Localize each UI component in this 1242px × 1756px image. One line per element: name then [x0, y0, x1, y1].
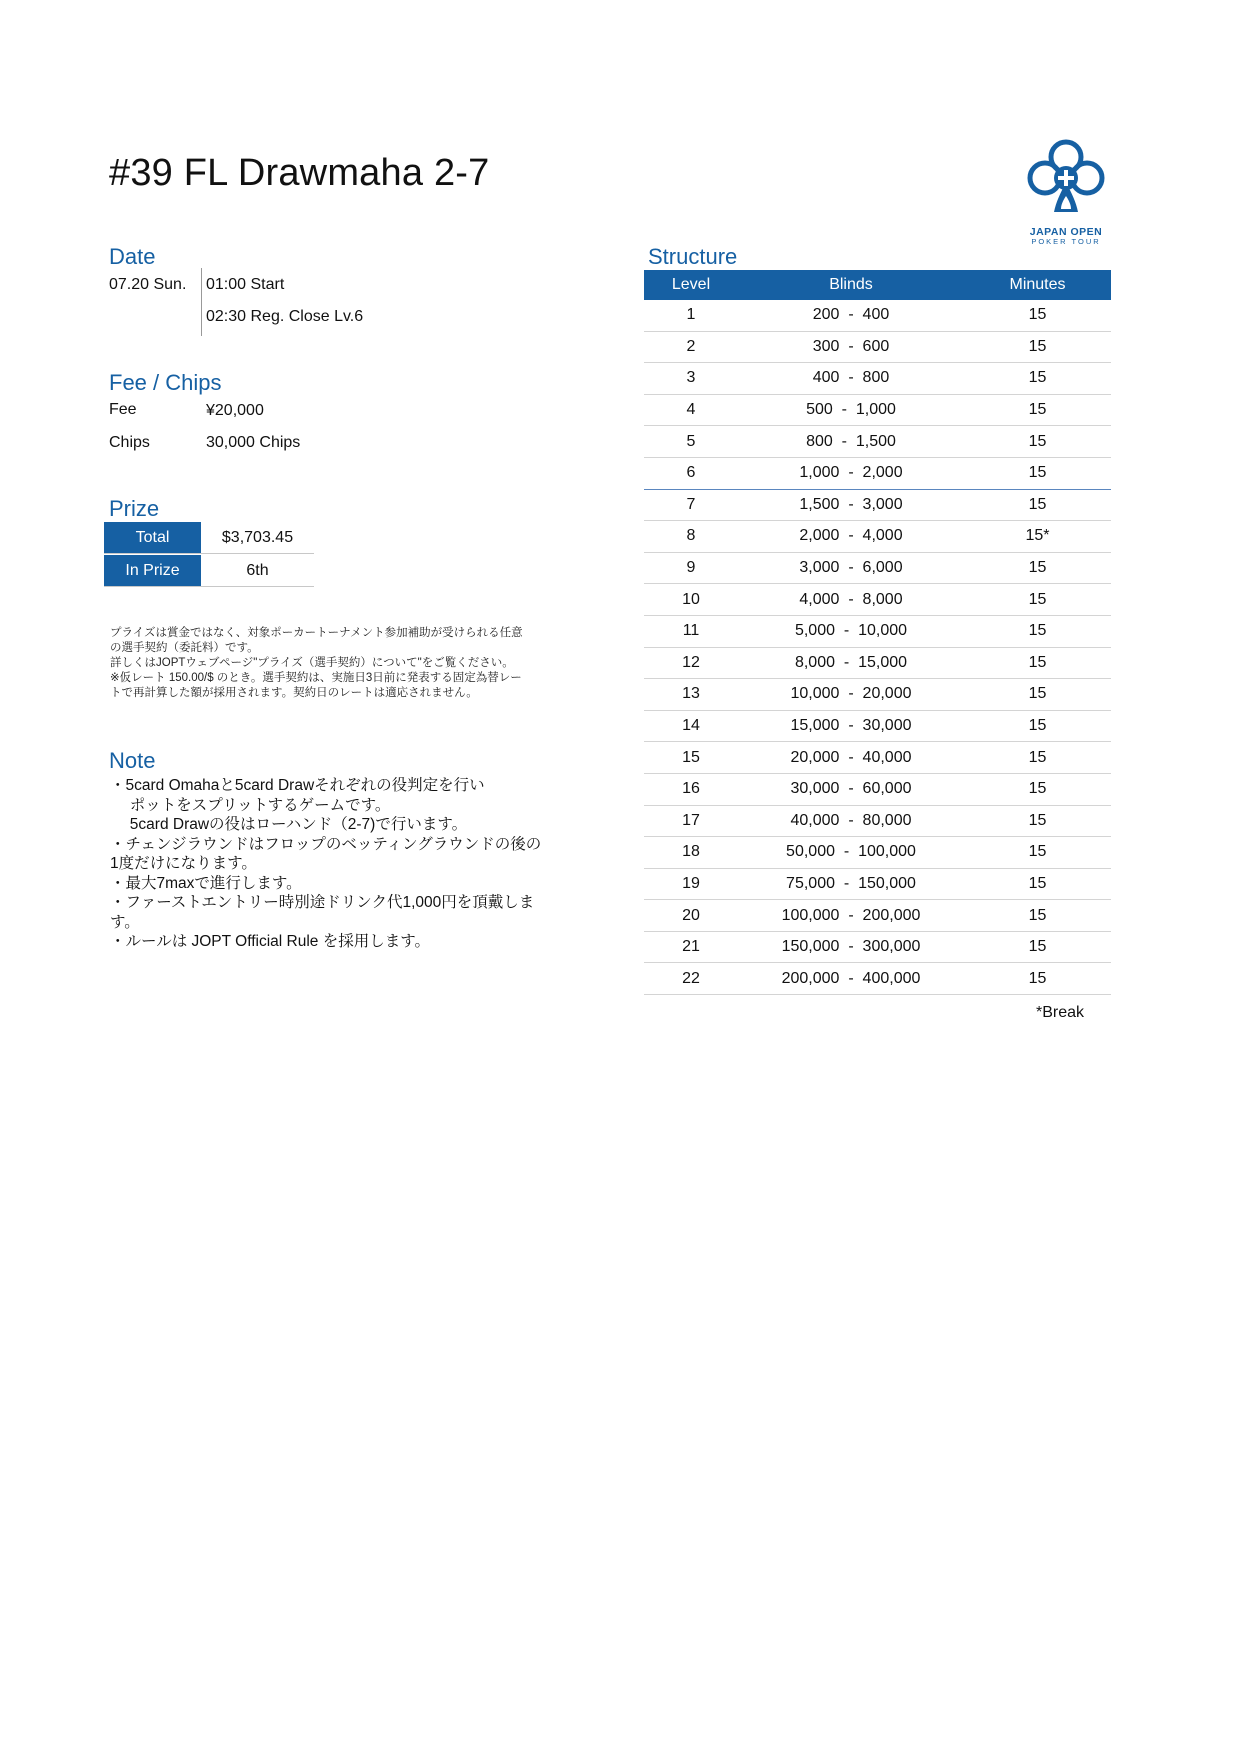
level-cell: 6 [686, 464, 696, 482]
prize-row-total [104, 522, 314, 554]
level-cell: 22 [682, 969, 700, 987]
structure-row [644, 837, 1111, 869]
structure-row [644, 869, 1111, 901]
prize-in-prize-value: 6th [246, 561, 269, 579]
break-note: *Break [1036, 1004, 1085, 1021]
note-line: ・最大7maxで進行します。 [110, 874, 302, 892]
level-cell: 18 [682, 843, 700, 861]
structure-row [644, 742, 1111, 774]
level-cell: 2 [686, 337, 696, 355]
structure-row [644, 648, 1111, 680]
structure-row [644, 679, 1111, 711]
prize-heading: Prize [109, 496, 160, 521]
blinds-cell: 100,000 - 200,000 [781, 906, 921, 924]
level-cell: 4 [686, 401, 696, 419]
start-time: 01:00 Start [206, 276, 285, 293]
col-minutes-header: Minutes [1009, 276, 1066, 293]
note-line: ・チェンジラウンドはフロップのベッティングラウンドの後の [110, 835, 542, 853]
blinds-cell: 400 - 800 [812, 369, 890, 387]
note-line: 1度だけになります。 [110, 855, 257, 872]
level-cell: 19 [682, 874, 700, 892]
structure-row [644, 458, 1111, 490]
minutes-cell: 15 [1028, 780, 1047, 798]
blinds-cell: 150,000 - 300,000 [781, 938, 921, 956]
blinds-cell: 3,000 - 6,000 [799, 559, 903, 577]
blinds-cell: 200 - 400 [812, 306, 890, 324]
blinds-cell: 50,000 - 100,000 [786, 843, 916, 861]
note-heading: Note [109, 748, 156, 773]
minutes-cell: 15 [1028, 559, 1047, 577]
event-day: 07.20 Sun. [109, 276, 187, 293]
minutes-cell: 15 [1028, 590, 1047, 608]
blinds-cell: 800 - 1,500 [806, 432, 896, 450]
level-cell: 21 [682, 938, 700, 956]
prize-table [104, 522, 314, 588]
reg-close: 02:30 Reg. Close Lv.6 [206, 308, 364, 325]
blinds-cell: 75,000 - 150,000 [786, 874, 916, 892]
fee-value: ¥20,000 [206, 402, 264, 419]
note-line: す。 [110, 913, 140, 931]
blinds-cell: 15,000 - 30,000 [790, 717, 912, 735]
level-cell: 10 [682, 590, 700, 608]
structure-row [644, 963, 1111, 995]
level-cell: 14 [682, 717, 700, 735]
minutes-cell: 15 [1028, 906, 1047, 924]
blinds-cell: 20,000 - 40,000 [790, 748, 912, 766]
minutes-cell: 15 [1028, 748, 1047, 766]
structure-row [644, 932, 1111, 964]
blinds-cell: 30,000 - 60,000 [790, 780, 912, 798]
level-cell: 15 [682, 748, 700, 766]
chips-label: Chips [109, 434, 150, 451]
level-cell: 20 [682, 906, 700, 924]
structure-table [644, 270, 1111, 995]
note-body [110, 776, 590, 952]
minutes-cell: 15 [1028, 811, 1047, 829]
blinds-cell: 500 - 1,000 [806, 401, 896, 419]
event-title: #39 FL Drawmaha 2-7 [109, 152, 490, 194]
level-cell: 16 [682, 780, 700, 798]
structure-row [644, 395, 1111, 427]
note-line: ポットをスプリットするゲームです。 [110, 796, 391, 814]
blinds-cell: 4,000 - 8,000 [799, 590, 903, 608]
level-cell: 11 [682, 622, 700, 640]
note-line: ・5card Omahaと5card Drawそれぞれの役判定を行い [110, 777, 485, 794]
structure-row [644, 490, 1111, 522]
col-level-header: Level [671, 276, 711, 293]
club-logo-icon [1024, 138, 1108, 222]
prize-disclaimer [110, 626, 580, 701]
minutes-cell: 15 [1028, 938, 1047, 956]
structure-row [644, 616, 1111, 648]
blinds-cell: 200,000 - 400,000 [781, 969, 921, 987]
fee-chips-heading: Fee / Chips [109, 370, 222, 395]
minutes-cell: 15 [1028, 369, 1047, 387]
blinds-cell: 10,000 - 20,000 [790, 685, 912, 703]
minutes-cell: 15 [1028, 337, 1047, 355]
structure-row [644, 300, 1111, 332]
level-cell: 7 [686, 495, 696, 513]
col-blinds-header: Blinds [829, 276, 873, 293]
minutes-cell: 15 [1028, 843, 1047, 861]
blinds-cell: 40,000 - 80,000 [790, 811, 912, 829]
level-cell: 9 [686, 559, 696, 577]
jopt-logo [1024, 138, 1108, 246]
prize-row-in-prize [104, 555, 314, 587]
logo-text-line2: POKER TOUR [1031, 237, 1101, 246]
structure-row [644, 806, 1111, 838]
note-line: 5card Drawの役はローハンド（2-7)で行います。 [110, 816, 468, 833]
structure-header-row [644, 270, 1111, 300]
disclaimer-line: の選手契約（委託料）です。 [110, 642, 259, 654]
minutes-cell: 15 [1028, 401, 1047, 419]
logo-text-line1: JAPAN OPEN [1029, 226, 1103, 238]
minutes-cell: 15 [1028, 306, 1047, 324]
minutes-cell: 15* [1025, 527, 1050, 545]
structure-row [644, 332, 1111, 364]
disclaimer-line: ※仮レート 150.00/$ のとき。選手契約は、実施日3日前に発表する固定為替レー [110, 672, 522, 684]
date-heading: Date [109, 244, 156, 269]
minutes-cell: 15 [1028, 495, 1047, 513]
level-cell: 5 [686, 432, 696, 450]
blinds-cell: 2,000 - 4,000 [799, 527, 903, 545]
minutes-cell: 15 [1028, 717, 1047, 735]
structure-row [644, 900, 1111, 932]
structure-row [644, 521, 1111, 553]
minutes-cell: 15 [1028, 653, 1047, 671]
level-cell: 13 [682, 685, 700, 703]
structure-row [644, 584, 1111, 616]
level-cell: 12 [682, 653, 700, 671]
disclaimer-line: トで再計算した額が採用されます。契約日のレートは適応されません。 [110, 687, 478, 699]
disclaimer-line: 詳しくはJOPTウェブページ"プライズ（選手契約）について"をご覧ください。 [110, 657, 514, 669]
blinds-cell: 5,000 - 10,000 [794, 622, 908, 640]
date-divider [201, 268, 202, 336]
minutes-cell: 15 [1028, 685, 1047, 703]
minutes-cell: 15 [1028, 969, 1047, 987]
structure-row [644, 774, 1111, 806]
minutes-cell: 15 [1028, 622, 1047, 640]
blinds-cell: 300 - 600 [812, 337, 890, 355]
blinds-cell: 1,500 - 3,000 [799, 495, 903, 513]
note-line: ・ファーストエントリー時別途ドリンク代1,000円を頂戴しま [110, 894, 535, 911]
structure-row [644, 363, 1111, 395]
prize-total-value: $3,703.45 [221, 528, 294, 546]
minutes-cell: 15 [1028, 874, 1047, 892]
level-cell: 3 [686, 369, 696, 387]
prize-total-label: Total [104, 522, 201, 553]
minutes-cell: 15 [1028, 432, 1047, 450]
fee-label: Fee [109, 401, 137, 418]
blinds-cell: 8,000 - 15,000 [794, 653, 908, 671]
level-cell: 1 [686, 306, 696, 324]
blinds-cell: 1,000 - 2,000 [799, 464, 903, 482]
minutes-cell: 15 [1028, 464, 1047, 482]
level-cell: 8 [686, 527, 696, 545]
structure-heading: Structure [648, 244, 738, 269]
chips-value: 30,000 Chips [206, 434, 301, 451]
structure-row [644, 711, 1111, 743]
prize-in-prize-label: In Prize [104, 555, 201, 586]
structure-row [644, 553, 1111, 585]
level-cell: 17 [682, 811, 700, 829]
disclaimer-line: プライズは賞金ではなく、対象ポーカートーナメント参加補助が受けられる任意 [110, 627, 523, 639]
note-line: ・ルールは JOPT Official Rule を採用します。 [110, 933, 430, 950]
structure-row [644, 426, 1111, 458]
